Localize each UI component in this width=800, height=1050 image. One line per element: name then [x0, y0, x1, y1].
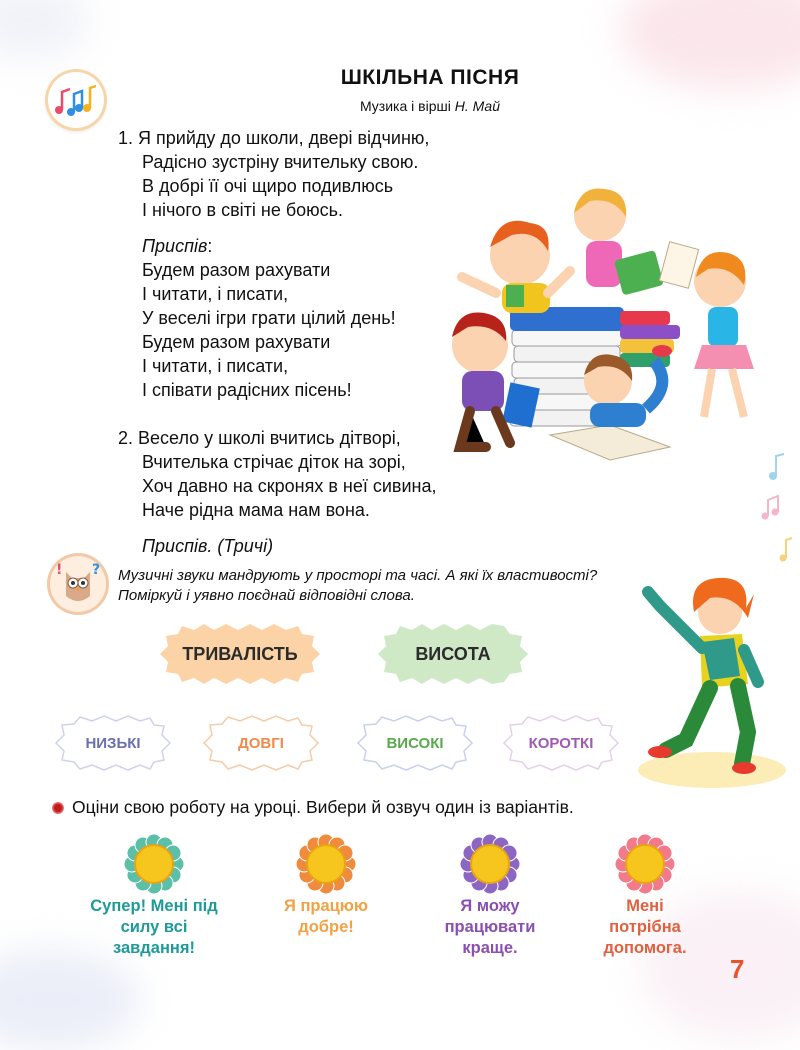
assessment-option-line: допомога.	[603, 939, 687, 957]
song-title: ШКІЛЬНА ПІСНЯ	[340, 66, 520, 89]
assessment-prompt-text: Оціни свою роботу на уроці. Вибери й озвуч один із варіантів.	[72, 797, 574, 817]
children-with-books-illustration	[440, 185, 780, 475]
value-label: КОРОТКІ	[528, 734, 594, 752]
value-badge-short[interactable]	[498, 712, 624, 774]
value-label: НИЗЬКІ	[85, 734, 141, 752]
assessment-option[interactable]	[410, 832, 570, 962]
value-badge-long[interactable]	[198, 712, 324, 774]
lyric-line: 1. Я прийду до школи, двері відчиню,	[118, 128, 430, 148]
credit-prefix: Музика і вірші	[359, 98, 451, 114]
assessment-option[interactable]	[74, 832, 234, 962]
assessment-option-line: потрібна	[609, 918, 681, 936]
lyric-line: Будем разом рахувати	[142, 260, 331, 280]
svg-text:!: !	[56, 562, 63, 578]
lyric-line: І читати, і писати,	[142, 284, 289, 304]
lyric-line: І нічого в світі не боюсь.	[142, 200, 344, 220]
assessment-option-line: силу всі	[120, 918, 188, 936]
decor-corner-top-left	[0, 0, 90, 60]
question-line: Музичні звуки мандрують у просторі та часі. А які їх властивості?	[118, 567, 598, 584]
assessment-prompt	[52, 797, 574, 818]
value-badge-low[interactable]	[50, 712, 176, 774]
lyric-line: І читати, і писати,	[142, 356, 289, 376]
red-dot-bullet-icon	[52, 802, 64, 814]
flower-icon	[458, 832, 522, 896]
lyric-line: 2. Весело у школі вчитись дітворі,	[118, 428, 401, 448]
lyric-line: Наче рідна мама нам вона.	[142, 500, 370, 520]
lyric-line: Хоч давно на скронях в неї сивина,	[142, 476, 437, 496]
decor-corner-bottom-left	[0, 950, 140, 1050]
assessment-option-line: добре!	[298, 918, 354, 936]
assessment-option-label	[410, 896, 570, 959]
lyric-line: Вчителька стрічає діток на зорі,	[142, 452, 406, 472]
property-badge-pitch[interactable]	[370, 620, 536, 688]
assessment-option-line: Мені	[626, 897, 664, 915]
assessment-option-line: Супер! Мені під	[90, 897, 218, 915]
property-label: ВИСОТА	[415, 643, 491, 664]
lyric-line: І співати радісних пісень!	[142, 380, 352, 400]
decor-corner-top-right	[620, 0, 800, 90]
task-question	[118, 566, 678, 606]
assessment-option-label	[565, 896, 725, 959]
svg-text:?: ?	[92, 562, 101, 578]
dancing-boy-illustration	[630, 572, 790, 792]
assessment-option-line: працювати	[444, 918, 536, 936]
value-label: ДОВГІ	[238, 734, 284, 752]
assessment-option-line: завдання!	[112, 939, 195, 957]
song-credit	[300, 98, 560, 114]
lyric-line: Будем разом рахувати	[142, 332, 331, 352]
assessment-option-line: Я можу	[460, 897, 520, 915]
flower-icon	[294, 832, 358, 896]
chorus-label: Приспів:	[142, 236, 213, 256]
flower-icon	[613, 832, 677, 896]
assessment-option-label	[246, 896, 406, 938]
decor-music-notes	[756, 446, 800, 576]
lyric-line: У веселі ігри грати цілий день!	[142, 308, 396, 328]
assessment-option-line: краще.	[462, 939, 518, 957]
value-badge-high[interactable]	[352, 712, 478, 774]
credit-author: Н. Май	[454, 98, 500, 114]
flower-icon	[122, 832, 186, 896]
question-line: Поміркуй і уявно поєднай відповідні слова.	[118, 587, 415, 604]
page-number: 7	[730, 954, 745, 984]
lyric-line: Радісно зустріну вчительку свою.	[142, 152, 419, 172]
owl-icon	[50, 556, 106, 612]
value-label: ВИСОКІ	[386, 734, 444, 752]
lyric-line: В добрі її очі щиро подивлюсь	[142, 176, 394, 196]
assessment-option-line: Я працюю	[284, 897, 368, 915]
assessment-option[interactable]	[246, 832, 406, 962]
property-label: ТРИВАЛІСТЬ	[182, 643, 298, 664]
property-badge-duration[interactable]	[152, 620, 328, 688]
assessment-option[interactable]	[565, 832, 725, 962]
chorus-repeat: Приспів. (Тричі)	[142, 536, 274, 556]
assessment-option-label	[74, 896, 234, 959]
music-notes-icon	[48, 72, 104, 128]
